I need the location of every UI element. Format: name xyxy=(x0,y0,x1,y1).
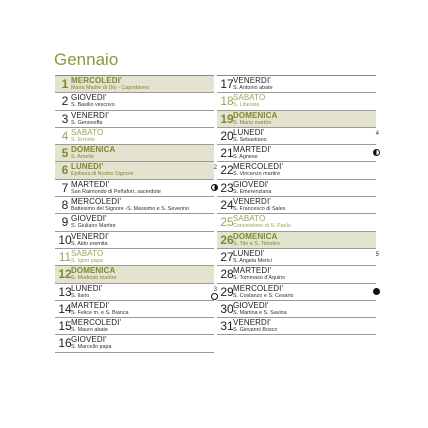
saint-label: San Raimondo di Peñafort, sacerdote xyxy=(71,188,161,195)
day-number: 27 xyxy=(220,249,234,264)
weekday-label: LUNEDI' xyxy=(233,248,265,258)
saint-label: S. Vincenzo martire xyxy=(233,171,280,178)
saint-label: S. Giuliano Martire xyxy=(71,223,116,230)
weekday-label: DOMENICA xyxy=(233,231,278,241)
weekday-label: MERCOLEDI' xyxy=(233,162,284,172)
day-number: 29 xyxy=(220,284,234,299)
weekday-label: VENERDI' xyxy=(233,197,271,207)
saint-label: Battesimo del Signore -S. Massimo e S. Severino xyxy=(71,206,190,213)
calendar-day-row xyxy=(55,214,214,231)
day-number: 3 xyxy=(61,111,69,126)
saint-label: S. Sebastiano xyxy=(233,136,267,143)
day-number: 2 xyxy=(61,94,69,109)
calendar-day-row xyxy=(55,301,214,318)
calendar-day-row xyxy=(55,335,214,352)
weekday-label: GIOVEDI' xyxy=(71,214,107,224)
weekday-label: LUNEDI' xyxy=(71,283,103,293)
calendar-day-row xyxy=(217,111,376,128)
calendar-day-row xyxy=(217,266,376,283)
calendar-day-row xyxy=(55,93,214,110)
weekday-label: LUNEDI' xyxy=(233,127,265,137)
calendar-day-row xyxy=(55,318,214,335)
weekday-label: DOMENICA xyxy=(71,266,116,276)
calendar-day-row xyxy=(55,197,214,214)
day-number: 6 xyxy=(61,163,69,178)
day-number: 31 xyxy=(220,319,234,334)
weekday-label: SABATO xyxy=(71,127,104,137)
saint-label: S. Amelio xyxy=(71,154,94,161)
saint-label: S. Ermete xyxy=(71,136,95,143)
weekday-label: MARTEDI' xyxy=(71,179,110,189)
day-number: 24 xyxy=(220,198,234,213)
weekday-label: MERCOLEDI' xyxy=(71,76,122,85)
day-number: 17 xyxy=(220,77,234,91)
calendar-day-row xyxy=(55,145,214,162)
month-title: Gennaio xyxy=(54,50,119,69)
weekday-label: MARTEDI' xyxy=(233,145,272,155)
weekday-label: VENERDI' xyxy=(233,318,271,328)
calendar-day-row xyxy=(55,249,214,266)
calendar-day-row xyxy=(217,180,376,197)
calendar-day-row xyxy=(55,283,217,301)
saint-label: S. Mario martire xyxy=(233,119,272,126)
calendar-day-row xyxy=(217,232,376,249)
day-number: 10 xyxy=(58,232,72,247)
saint-label: S. Genoveffa xyxy=(71,119,103,126)
calendar-day-row xyxy=(217,127,379,145)
weekday-label: MERCOLEDI' xyxy=(71,318,122,328)
saint-label: S. Angela Merici xyxy=(233,257,272,264)
saint-label: S. Antonio abate xyxy=(233,85,273,91)
day-number: 13 xyxy=(58,284,72,299)
weekday-label: MERCOLEDI' xyxy=(233,283,284,293)
week-number: 2 xyxy=(213,165,217,172)
moon-phase-icon xyxy=(373,288,380,295)
day-number: 19 xyxy=(220,111,234,126)
weekday-label: GIOVEDI' xyxy=(233,300,269,310)
saint-label: S. Emerenziana xyxy=(233,188,272,195)
calendar-day-row xyxy=(217,214,376,231)
saint-label: S. Felice m. e S. Bianca xyxy=(71,309,129,316)
saint-label: S. Tommaso d'Aquino xyxy=(233,275,286,282)
day-number: 14 xyxy=(58,301,72,316)
weekday-label: VENERDI' xyxy=(71,231,109,241)
day-number: 28 xyxy=(220,267,234,282)
day-number: 16 xyxy=(58,336,72,351)
saint-label: Conversione di S. Paolo xyxy=(233,223,291,230)
weekday-label: SABATO xyxy=(233,93,266,103)
calendar-day-row xyxy=(217,76,376,93)
calendar-day-row xyxy=(217,93,376,110)
day-number: 7 xyxy=(61,180,69,195)
weekday-label: GIOVEDI' xyxy=(71,93,107,103)
weekday-label: MARTEDI' xyxy=(71,300,110,310)
weekday-label: DOMENICA xyxy=(233,110,278,120)
weekday-label: MERCOLEDI' xyxy=(71,197,122,207)
calendar-day-row xyxy=(55,128,214,145)
weekday-label: LUNEDI' xyxy=(71,162,104,172)
day-number: 26 xyxy=(220,232,234,247)
saint-label: S. Modesto martire xyxy=(71,275,117,282)
saint-label: S. Martina e S. Savina xyxy=(233,309,287,316)
calendar-day-row xyxy=(217,145,376,162)
saint-label: S. Igino papa xyxy=(71,257,103,264)
day-number: 8 xyxy=(61,198,69,213)
day-number: 18 xyxy=(220,94,234,109)
saint-label: S. Basilio vescovo xyxy=(71,102,115,109)
day-number: 11 xyxy=(58,249,72,264)
weekday-label: VENERDI' xyxy=(71,110,109,120)
weekday-label: VENERDI' xyxy=(233,76,271,85)
day-number: 20 xyxy=(220,128,234,143)
saint-label: S. Tito e S. Timoteo xyxy=(233,240,281,247)
calendar-day-row xyxy=(217,197,376,214)
saint-label: Maria Madre di Dio - Capodanno xyxy=(71,85,150,91)
day-number: 12 xyxy=(58,267,72,282)
calendar-day-row xyxy=(55,180,214,197)
saint-label: S. Ilario xyxy=(71,292,90,299)
calendar-day-row xyxy=(217,284,376,301)
week-number: 4 xyxy=(375,130,379,137)
saint-label: Epifania di Nostro Signore xyxy=(71,171,134,178)
saint-label: S. Costanzo e S. Cesario xyxy=(233,292,294,299)
calendar-day-row xyxy=(55,111,214,128)
saint-label: S. Marcello papa xyxy=(71,344,112,351)
calendar-day-row xyxy=(217,248,379,266)
calendar-day-row xyxy=(217,301,376,318)
weekday-label: SABATO xyxy=(71,248,104,258)
weekday-label: GIOVEDI' xyxy=(71,335,107,345)
day-number: 5 xyxy=(61,146,69,161)
day-number: 22 xyxy=(220,163,234,178)
day-number: 23 xyxy=(220,180,234,195)
saint-label: S. Aldo eremita xyxy=(71,240,108,247)
weekday-label: MARTEDI' xyxy=(233,266,272,276)
day-number: 1 xyxy=(61,77,69,91)
day-number: 25 xyxy=(220,215,234,230)
saint-label: S. Francesco di Sales xyxy=(233,206,286,213)
weekday-label: DOMENICA xyxy=(71,145,116,155)
calendar-day-row xyxy=(217,318,376,335)
calendar-column-right xyxy=(217,75,379,335)
week-number: 3 xyxy=(213,286,217,293)
calendar-day-row xyxy=(55,266,214,283)
weekday-label: GIOVEDI' xyxy=(233,179,269,189)
saint-label: S. Agnese xyxy=(233,154,258,161)
calendar-day-row xyxy=(55,162,217,179)
saint-label: S. Mauro abate xyxy=(71,327,108,334)
calendar-day-row xyxy=(55,76,214,93)
day-number: 30 xyxy=(220,301,234,316)
calendar-day-row xyxy=(217,162,376,179)
weekday-label: SABATO xyxy=(233,214,266,224)
saint-label: S. Giovanni Bosco xyxy=(233,327,278,334)
calendar-day-row xyxy=(55,232,214,249)
day-number: 15 xyxy=(58,319,72,334)
moon-phase-icon xyxy=(373,149,380,156)
day-number: 4 xyxy=(61,128,69,143)
day-number: 21 xyxy=(220,146,234,161)
saint-label: S. Liberata xyxy=(233,102,260,109)
day-number: 9 xyxy=(61,215,69,230)
calendar-column-left xyxy=(55,75,217,353)
week-number: 5 xyxy=(375,251,379,258)
